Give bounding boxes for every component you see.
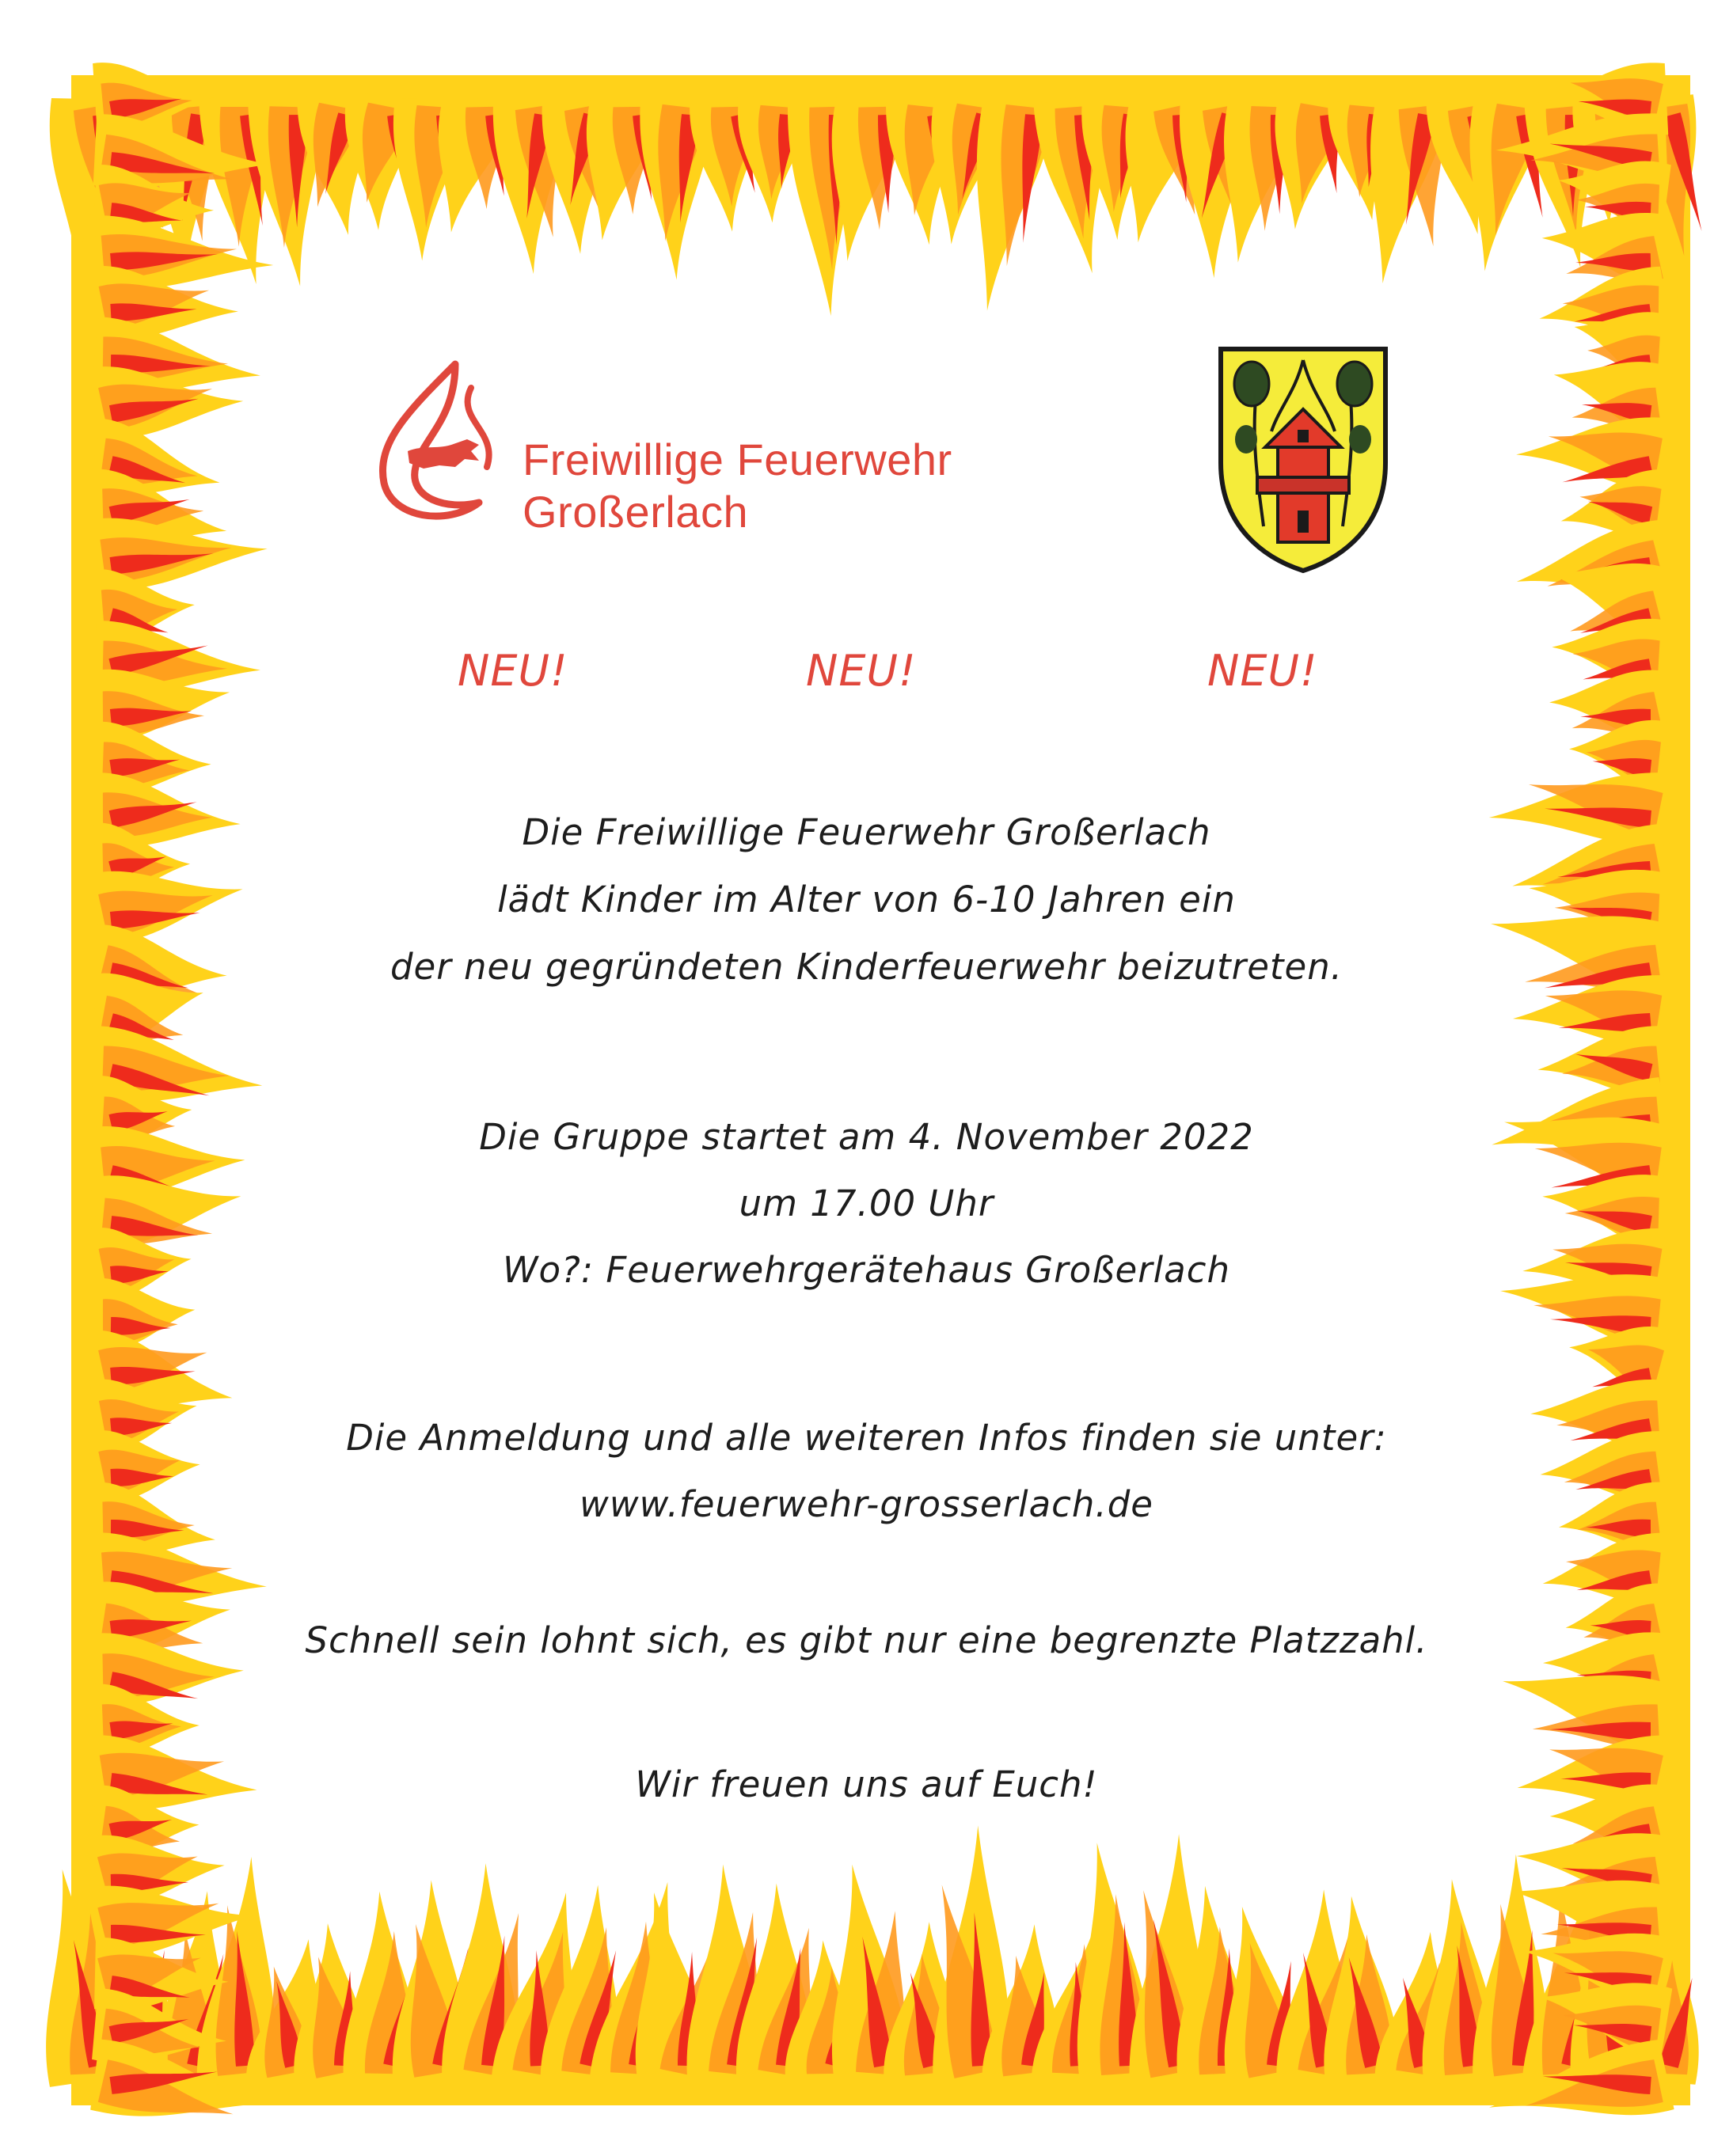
fire-brigade-logo-icon [360,356,519,530]
logo-line-2: Großerlach [523,487,749,537]
registration-info: Die Anmeldung und alle weiteren Infos finden sie unter: [346,1417,1387,1459]
invitation-line-3: der neu gegründeten Kinderfeuerwehr beizutreten. [390,946,1343,988]
new-label-3: NEU! [1207,646,1318,696]
limited-spots-note: Schnell sein lohnt sich, es gibt nur eine begrenzte Platzzahl. [305,1619,1428,1661]
invitation-line-1: Die Freiwillige Feuerwehr Großerlach [522,811,1211,853]
fire-brigade-logo-text [523,434,952,538]
new-label-1: NEU! [458,646,568,696]
event-date: Die Gruppe startet am 4. November 2022 [479,1116,1254,1158]
coat-of-arms-icon [1216,344,1390,574]
invitation-line-2: lädt Kinder im Alter von 6-10 Jahren ein [497,879,1236,920]
event-time: um 17.00 Uhr [739,1182,994,1224]
event-location: Wo?: Feuerwehrgerätehaus Großerlach [503,1249,1230,1291]
website-link[interactable]: www.feuerwehr-grosserlach.de [580,1483,1153,1525]
new-label-2: NEU! [806,646,917,696]
logo-line-1: Freiwillige Feuerwehr [523,435,952,484]
closing-line: Wir freuen uns auf Euch! [635,1763,1098,1805]
